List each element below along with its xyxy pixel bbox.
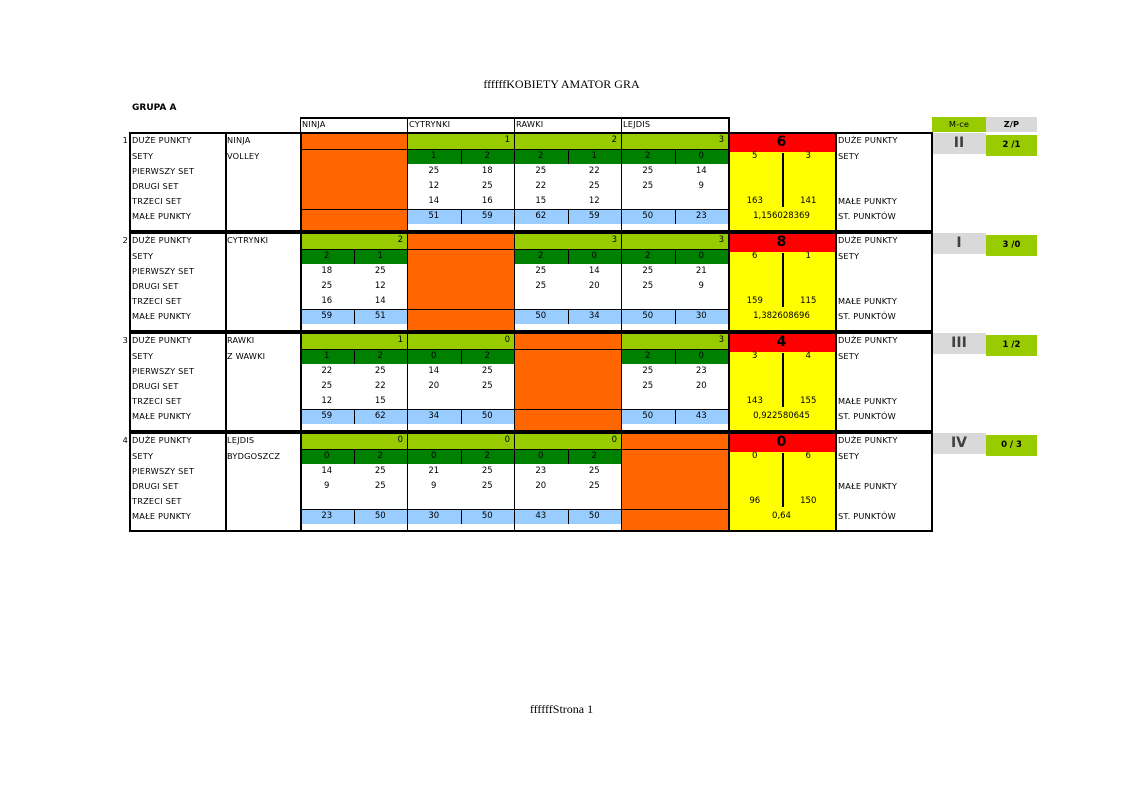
points-ratio: 0,922580645 xyxy=(753,411,810,421)
match-value: 0 xyxy=(538,451,544,461)
table-border xyxy=(129,332,131,432)
table-border xyxy=(300,132,302,232)
match-value: 50 xyxy=(535,311,547,321)
match-value: 12 xyxy=(321,396,333,406)
table-border xyxy=(300,332,302,432)
table-border xyxy=(225,332,227,432)
table-border xyxy=(621,332,622,432)
cell-divider xyxy=(568,149,569,164)
match-value: 25 xyxy=(428,166,440,176)
match-value: 23 xyxy=(535,466,547,476)
table-border xyxy=(129,530,931,532)
match-value: 23 xyxy=(695,366,707,376)
match-value: 50 xyxy=(374,511,386,521)
table-border xyxy=(931,132,933,232)
row-label: PIERWSZY SET xyxy=(132,466,195,476)
table-border xyxy=(514,332,515,432)
wl-value: 1 /2 xyxy=(1002,340,1021,350)
total-sets-lost: 1 xyxy=(805,251,811,261)
right-label-small: MAŁE PUNKTY xyxy=(838,296,898,306)
match-value: 50 xyxy=(588,511,600,521)
table-border xyxy=(621,432,622,532)
match-value: 22 xyxy=(374,381,386,391)
match-value: 34 xyxy=(428,411,440,421)
row-label: SETY xyxy=(132,251,154,261)
match-value: 2 xyxy=(538,251,544,261)
self-match-cell xyxy=(621,432,728,530)
total-sets-won: 5 xyxy=(752,151,758,161)
match-value: 62 xyxy=(374,411,386,421)
match-value: 25 xyxy=(481,181,493,191)
match-value: 9 xyxy=(698,181,704,191)
row-label: DRUGI SET xyxy=(132,181,179,191)
match-value: 2 xyxy=(484,451,490,461)
match-value: 25 xyxy=(374,481,386,491)
table-border xyxy=(728,332,730,432)
table-border xyxy=(129,432,931,434)
match-big-points: 1 xyxy=(397,335,403,345)
match-value: 25 xyxy=(374,366,386,376)
match-big-points: 2 xyxy=(397,235,403,245)
right-label-sets: SETY xyxy=(838,451,860,461)
column-header-rawki: RAWKI xyxy=(516,119,544,129)
match-value: 2 xyxy=(538,151,544,161)
column-header-ninja: NINJA xyxy=(302,119,326,129)
row-label: MAŁE PUNKTY xyxy=(132,311,192,321)
match-value: 0 xyxy=(698,251,704,261)
table-border xyxy=(835,432,837,532)
right-label-big: DUŻE PUNKTY xyxy=(838,335,898,345)
place-header: M-ce xyxy=(948,119,970,129)
match-value: 43 xyxy=(535,511,547,521)
match-value: 1 xyxy=(431,151,437,161)
right-label-ratio: ST. PUNKTÓW xyxy=(838,511,896,521)
table-border xyxy=(407,432,408,532)
match-value: 2 xyxy=(324,251,330,261)
match-value: 1 xyxy=(591,151,597,161)
total-small-won: 159 xyxy=(746,296,763,306)
match-value: 51 xyxy=(374,311,386,321)
match-value: 25 xyxy=(642,281,654,291)
match-value: 25 xyxy=(588,466,600,476)
table-border xyxy=(621,132,622,232)
match-value: 25 xyxy=(588,181,600,191)
row-label: SETY xyxy=(132,151,154,161)
match-value: 25 xyxy=(535,281,547,291)
right-label-big: DUŻE PUNKTY xyxy=(838,135,898,145)
match-value: 51 xyxy=(428,211,440,221)
match-value: 25 xyxy=(535,266,547,276)
right-label-small: MAŁE PUNKTY xyxy=(838,196,898,206)
match-value: 2 xyxy=(377,451,383,461)
right-label-small: MAŁE PUNKTY xyxy=(838,396,898,406)
team-number: 2 xyxy=(122,235,128,245)
match-big-points: 3 xyxy=(718,235,724,245)
match-value: 34 xyxy=(588,311,600,321)
table-border xyxy=(728,232,730,332)
table-border xyxy=(621,117,622,132)
match-value: 20 xyxy=(428,381,440,391)
match-big-points: 0 xyxy=(611,435,617,445)
match-value: 25 xyxy=(642,381,654,391)
match-value: 21 xyxy=(695,266,707,276)
right-label-sets: SETY xyxy=(838,251,860,261)
match-value: 18 xyxy=(321,266,333,276)
match-value: 25 xyxy=(535,166,547,176)
match-big-points: 0 xyxy=(504,435,510,445)
row-label: MAŁE PUNKTY xyxy=(132,511,192,521)
match-value: 22 xyxy=(588,166,600,176)
page-title: ffffffKOBIETY AMATOR GRA xyxy=(483,77,640,91)
total-sets-lost: 6 xyxy=(805,451,811,461)
row-label: MAŁE PUNKTY xyxy=(132,411,192,421)
table-border xyxy=(514,132,515,232)
cell-divider xyxy=(354,409,355,424)
table-border xyxy=(129,232,131,332)
right-label-ratio: ST. PUNKTÓW xyxy=(838,211,896,221)
match-value: 2 xyxy=(377,351,383,361)
cell-divider xyxy=(675,149,676,164)
cell-divider xyxy=(568,209,569,224)
match-value: 12 xyxy=(374,281,386,291)
table-border xyxy=(407,332,408,432)
cell-divider xyxy=(354,449,355,464)
wl-value: 0 / 3 xyxy=(1001,440,1022,450)
column-header-cytrynki: CYTRYNKI xyxy=(409,119,451,129)
self-match-cell xyxy=(300,132,407,230)
match-value: 59 xyxy=(321,311,333,321)
total-sets-won: 3 xyxy=(752,351,758,361)
match-value: 30 xyxy=(695,311,707,321)
match-value: 12 xyxy=(588,196,600,206)
team-number: 1 xyxy=(122,135,128,145)
match-value: 0 xyxy=(431,451,437,461)
points-ratio: 1,382608696 xyxy=(753,311,810,321)
table-border xyxy=(300,117,301,132)
row-label: DRUGI SET xyxy=(132,381,179,391)
column-header-lejdis: LEJDIS xyxy=(623,119,651,129)
total-small-lost: 155 xyxy=(800,396,817,406)
table-border xyxy=(835,332,837,432)
match-value: 2 xyxy=(645,151,651,161)
match-value: 50 xyxy=(642,411,654,421)
match-value: 25 xyxy=(481,381,493,391)
table-border xyxy=(835,132,837,232)
cell-divider xyxy=(568,509,569,524)
team-city: BYDGOSZCZ xyxy=(227,451,281,461)
cell-divider xyxy=(568,249,569,264)
row-label: DUŻE PUNKTY xyxy=(132,435,192,445)
match-value: 20 xyxy=(535,481,547,491)
match-value: 0 xyxy=(698,351,704,361)
total-big-points: 0 xyxy=(776,434,787,450)
table-border xyxy=(931,232,933,332)
row-label: DRUGI SET xyxy=(132,281,179,291)
table-border xyxy=(728,117,730,132)
match-value: 20 xyxy=(695,381,707,391)
right-label-sets: SETY xyxy=(838,151,860,161)
total-big-points: 8 xyxy=(776,234,787,250)
team-name: RAWKI xyxy=(227,335,255,345)
wl-value: 2 /1 xyxy=(1002,140,1021,150)
match-value: 25 xyxy=(481,481,493,491)
match-value: 21 xyxy=(428,466,440,476)
match-value: 23 xyxy=(321,511,333,521)
total-sets-lost: 3 xyxy=(805,151,811,161)
match-value: 2 xyxy=(645,351,651,361)
match-value: 43 xyxy=(695,411,707,421)
cell-divider xyxy=(675,309,676,324)
right-label-small: MAŁE PUNKTY xyxy=(838,481,898,491)
match-value: 20 xyxy=(588,281,600,291)
match-big-points: 3 xyxy=(718,335,724,345)
cell-divider xyxy=(461,149,462,164)
cell-divider xyxy=(461,409,462,424)
row-label: DUŻE PUNKTY xyxy=(132,335,192,345)
match-value: 0 xyxy=(591,251,597,261)
row-label: TRZECI SET xyxy=(132,196,182,206)
total-big-points: 4 xyxy=(776,334,787,350)
match-value: 50 xyxy=(481,511,493,521)
cell-divider xyxy=(568,449,569,464)
row-label: PIERWSZY SET xyxy=(132,266,195,276)
total-sets-won: 0 xyxy=(752,451,758,461)
match-value: 14 xyxy=(374,296,386,306)
match-value: 59 xyxy=(481,211,493,221)
match-value: 50 xyxy=(481,411,493,421)
cell-divider xyxy=(354,249,355,264)
match-value: 25 xyxy=(642,166,654,176)
match-value: 25 xyxy=(588,481,600,491)
match-big-points: 1 xyxy=(504,135,510,145)
wl-value: 3 /0 xyxy=(1002,240,1021,250)
right-label-big: DUŻE PUNKTY xyxy=(838,435,898,445)
row-label: PIERWSZY SET xyxy=(132,366,195,376)
match-value: 15 xyxy=(535,196,547,206)
team-city: Z WAWKI xyxy=(227,351,266,361)
match-value: 30 xyxy=(428,511,440,521)
match-value: 12 xyxy=(428,181,440,191)
match-value: 1 xyxy=(377,251,383,261)
match-value: 50 xyxy=(642,311,654,321)
total-sets-won: 6 xyxy=(752,251,758,261)
row-label: TRZECI SET xyxy=(132,396,182,406)
cell-divider xyxy=(675,249,676,264)
table-border xyxy=(931,432,933,532)
match-value: 2 xyxy=(645,251,651,261)
match-big-points: 2 xyxy=(611,135,617,145)
total-small-won: 143 xyxy=(746,396,763,406)
team-number: 3 xyxy=(122,335,128,345)
row-label: SETY xyxy=(132,451,154,461)
match-value: 22 xyxy=(535,181,547,191)
place-value: IV xyxy=(950,435,968,451)
team-number: 4 xyxy=(122,435,128,445)
match-value: 2 xyxy=(591,451,597,461)
right-label-ratio: ST. PUNKTÓW xyxy=(838,411,896,421)
place-value: I xyxy=(956,235,962,251)
group-label: GRUPA A xyxy=(132,103,177,113)
table-border xyxy=(728,132,730,232)
table-border xyxy=(835,232,837,332)
right-label-big: DUŻE PUNKTY xyxy=(838,235,898,245)
match-value: 1 xyxy=(324,351,330,361)
match-value: 25 xyxy=(481,466,493,476)
total-small-lost: 150 xyxy=(800,496,817,506)
cell-divider xyxy=(354,309,355,324)
cell-divider xyxy=(461,209,462,224)
cell-divider xyxy=(675,349,676,364)
match-value: 0 xyxy=(431,351,437,361)
self-match-cell xyxy=(514,332,621,430)
match-big-points: 0 xyxy=(504,335,510,345)
row-label: TRZECI SET xyxy=(132,496,182,506)
match-value: 23 xyxy=(695,211,707,221)
table-border xyxy=(225,132,227,232)
table-border xyxy=(129,432,131,532)
table-border xyxy=(225,232,227,332)
row-label: DRUGI SET xyxy=(132,481,179,491)
match-value: 9 xyxy=(698,281,704,291)
table-border xyxy=(129,332,931,334)
row-label: PIERWSZY SET xyxy=(132,166,195,176)
match-value: 16 xyxy=(321,296,333,306)
match-value: 2 xyxy=(484,351,490,361)
table-border xyxy=(931,332,933,432)
match-value: 25 xyxy=(642,266,654,276)
match-value: 59 xyxy=(321,411,333,421)
table-border xyxy=(300,232,302,332)
table-border xyxy=(621,232,622,332)
match-value: 14 xyxy=(588,266,600,276)
right-label-sets: SETY xyxy=(838,351,860,361)
cell-divider xyxy=(461,509,462,524)
table-border xyxy=(514,117,515,132)
match-value: 0 xyxy=(698,151,704,161)
table-border xyxy=(225,432,227,532)
team-name: CYTRYNKI xyxy=(227,235,269,245)
match-value: 2 xyxy=(484,151,490,161)
match-value: 25 xyxy=(642,181,654,191)
cell-divider xyxy=(354,349,355,364)
cell-divider xyxy=(354,509,355,524)
row-label: DUŻE PUNKTY xyxy=(132,235,192,245)
total-small-lost: 141 xyxy=(800,196,817,206)
table-border xyxy=(407,117,408,132)
place-value: II xyxy=(953,135,965,151)
match-value: 14 xyxy=(695,166,707,176)
match-big-points: 3 xyxy=(718,135,724,145)
team-name: LEJDIS xyxy=(227,435,255,445)
table-border xyxy=(129,232,931,234)
match-value: 14 xyxy=(321,466,333,476)
table-border xyxy=(129,132,131,232)
team-name: NINJA xyxy=(227,135,251,145)
match-value: 25 xyxy=(321,381,333,391)
points-ratio: 0,64 xyxy=(772,511,791,521)
team-city: VOLLEY xyxy=(227,151,260,161)
match-value: 25 xyxy=(481,366,493,376)
table-border xyxy=(300,432,302,532)
match-value: 0 xyxy=(324,451,330,461)
cell-divider xyxy=(461,449,462,464)
table-border xyxy=(728,432,730,532)
row-label: SETY xyxy=(132,351,154,361)
table-border xyxy=(514,232,515,332)
total-big-points: 6 xyxy=(776,134,787,150)
total-sets-lost: 4 xyxy=(805,351,811,361)
match-value: 16 xyxy=(481,196,493,206)
match-value: 14 xyxy=(428,196,440,206)
place-value: III xyxy=(951,335,967,351)
match-value: 22 xyxy=(321,366,333,376)
table-border xyxy=(514,432,515,532)
match-value: 9 xyxy=(431,481,437,491)
row-label: DUŻE PUNKTY xyxy=(132,135,192,145)
cell-divider xyxy=(568,309,569,324)
table-border xyxy=(407,132,408,232)
match-value: 50 xyxy=(642,211,654,221)
match-value: 9 xyxy=(324,481,330,491)
match-value: 15 xyxy=(374,396,386,406)
right-label-ratio: ST. PUNKTÓW xyxy=(838,311,896,321)
match-value: 25 xyxy=(374,266,386,276)
match-big-points: 0 xyxy=(397,435,403,445)
wl-header: Z/P xyxy=(1003,119,1020,129)
table-border xyxy=(407,232,408,332)
self-match-cell xyxy=(407,232,514,330)
cell-divider xyxy=(461,349,462,364)
total-small-lost: 115 xyxy=(800,296,817,306)
match-value: 18 xyxy=(481,166,493,176)
cell-divider xyxy=(675,409,676,424)
match-value: 62 xyxy=(535,211,547,221)
match-big-points: 3 xyxy=(611,235,617,245)
match-value: 14 xyxy=(428,366,440,376)
total-small-won: 163 xyxy=(746,196,763,206)
match-value: 59 xyxy=(588,211,600,221)
total-small-won: 96 xyxy=(749,496,761,506)
match-value: 25 xyxy=(374,466,386,476)
page-footer: ffffffStrona 1 xyxy=(529,702,594,716)
row-label: MAŁE PUNKTY xyxy=(132,211,192,221)
cell-divider xyxy=(675,209,676,224)
table-border xyxy=(129,132,931,134)
points-ratio: 1,156028369 xyxy=(753,211,810,221)
match-value: 25 xyxy=(321,281,333,291)
match-value: 25 xyxy=(642,366,654,376)
row-label: TRZECI SET xyxy=(132,296,182,306)
